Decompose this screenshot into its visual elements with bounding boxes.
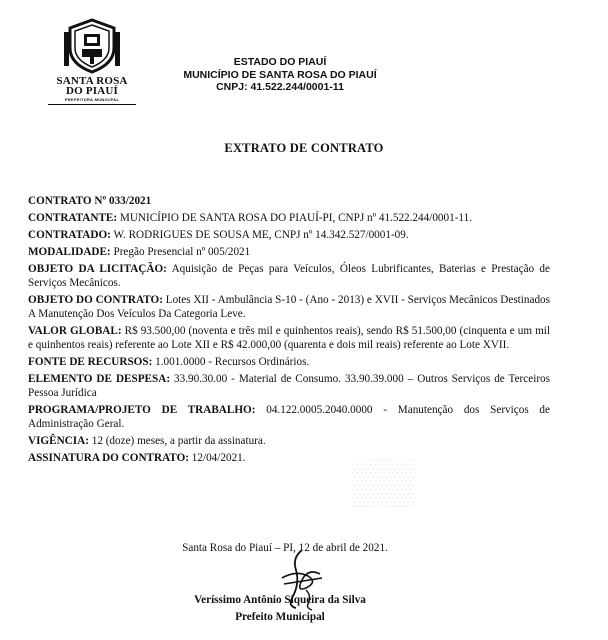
contract-clause [28, 434, 550, 448]
clause-label: PROGRAMA/PROJETO DE TRABALHO: [28, 404, 256, 416]
clause-text: Aquisição de Peças para Veículos, Óleos Lubrificantes, Baterias e Prestação de Serviços Mecânicos. [28, 263, 550, 289]
clause-text: 33.90.30.00 - Material de Consumo. 33.90.39.000 – Outros Serviços de Terceiros Pessoa Jurídica [28, 373, 550, 399]
contract-clause [28, 293, 550, 321]
contract-clause [28, 372, 550, 400]
contract-clause [28, 262, 550, 290]
clause-label: CONTRATANTE: [28, 212, 118, 224]
contract-clause [28, 194, 550, 208]
clause-text: 04.122.0005.2040.0000 - Manutenção dos Serviços de Administração Geral. [28, 404, 550, 430]
municipality-name: MUNICÍPIO DE SANTA ROSA DO PIAUÍ [183, 68, 377, 81]
clause-text: MUNICÍPIO DE SANTA ROSA DO PIAUÍ-PI, CNPJ nº 41.522.244/0001-11. [117, 212, 472, 224]
cnpj-line: CNPJ: 41.522.244/0001-11 [216, 81, 344, 93]
clause-text: R$ 93.500,00 (noventa e três mil e quinhentos reais), sendo R$ 51.500,00 (cinquenta e um mil e quinhentos reais) referente ao Lote XII e R$ 42.000,00 (quarenta e dois mil reais) referente ao Lote XVII. [28, 325, 550, 351]
document-title: EXTRATO DE CONTRATO [224, 141, 384, 155]
clause-text: 12/04/2021. [189, 452, 246, 464]
contract-clause [28, 451, 550, 465]
clause-label: VIGÊNCIA: [28, 435, 89, 447]
clause-label: ELEMENTO DE DESPESA: [28, 373, 171, 385]
coat-of-arms-icon [62, 18, 122, 74]
clause-text: Pregão Presencial nº 005/2021 [110, 246, 251, 258]
contract-clause [28, 355, 550, 369]
clause-label: CONTRATO Nº 033/2021 [28, 195, 152, 207]
contract-clause [28, 324, 550, 352]
place-date: Santa Rosa do Piauí – PI, 12 de abril de 2021. [182, 542, 388, 554]
logo-name-line2: DO PIAUÍ [65, 85, 119, 97]
contract-clause [28, 211, 550, 225]
clause-label: OBJETO DO CONTRATO: [28, 294, 163, 306]
contract-clauses [28, 194, 550, 468]
logo-name [44, 76, 140, 96]
letterhead [150, 56, 410, 94]
clause-text: 12 (doze) meses, a partir da assinatura. [88, 435, 266, 447]
bleed-through-mark: ▒▒ [351, 457, 415, 506]
logo-name-line1: SANTA ROSA [56, 75, 128, 87]
clause-label: ASSINATURA DO CONTRATO: [28, 452, 189, 464]
contract-clause [28, 403, 550, 431]
contract-clause [28, 228, 550, 242]
clause-label: VALOR GLOBAL: [28, 325, 122, 337]
clause-label: MODALIDADE: [28, 246, 111, 258]
logo-divider [48, 104, 136, 105]
contract-clause [28, 245, 550, 259]
municipal-logo [44, 18, 140, 110]
clause-label: OBJETO DA LICITAÇÃO: [28, 263, 167, 275]
clause-text: 1.001.0000 - Recursos Ordinários. [152, 356, 310, 368]
signer-name: Veríssimo Antônio Siqueira da Silva [194, 594, 366, 606]
signer-role: Prefeito Municipal [235, 611, 325, 623]
logo-subtitle: PREFEITURA MUNICIPAL [64, 97, 120, 102]
clause-label: FONTE DE RECURSOS: [28, 356, 153, 368]
clause-label: CONTRATADO: [28, 229, 111, 241]
state-name: ESTADO DO PIAUÍ [233, 56, 327, 68]
clause-text: Lotes XII - Ambulância S-10 - (Ano - 2013) e XVII - Serviços Mecânicos Destinados A Manutenção Dos Veículos Da Categoria Leve. [28, 294, 550, 320]
clause-text: W. RODRIGUES DE SOUSA ME, CNPJ nº 14.342.527/0001-09. [110, 229, 409, 241]
